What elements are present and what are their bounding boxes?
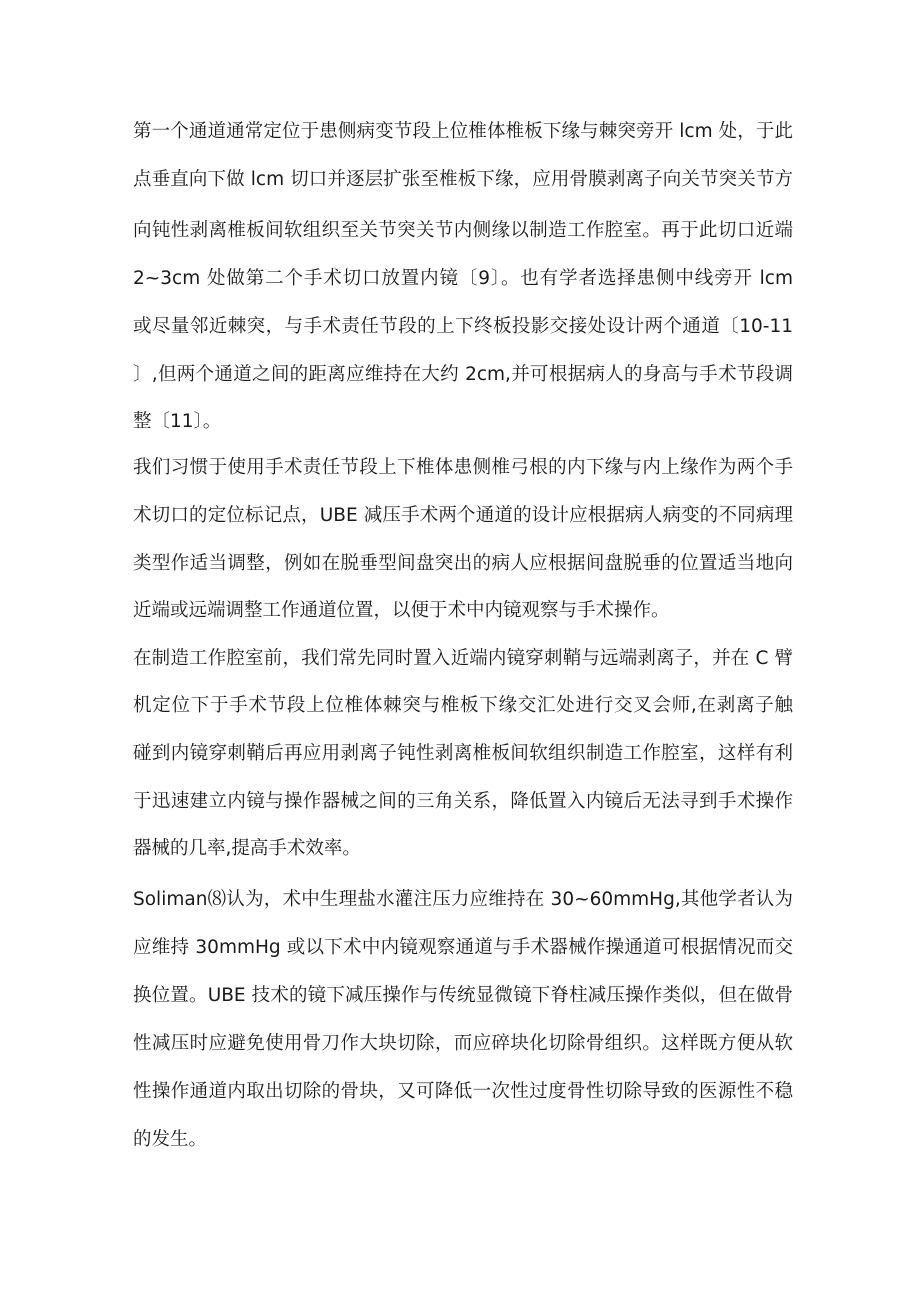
paragraph-2-line-3: 类型作适当调整，例如在脱垂型间盘突出的病人应根据间盘脱垂的位置适当地向 [133,553,793,574]
paragraph-1-line-2: 点垂直向下做 lcm 切口并逐层扩张至椎板下缘，应用骨膜剥离子向关节突关节方 [133,169,793,190]
paragraph-1-line-7: 整〔11〕。 [133,411,222,432]
paragraph-3-line-1: 在制造工作腔室前，我们常先同时置入近端内镜穿刺鞘与远端剥离子，并在 C 臂 [133,648,793,669]
paragraph-4-line-3: 换位置。UBE 技术的镜下减压操作与传统显微镜下脊柱减压操作类似，但在做骨 [133,985,793,1006]
paragraph-4-line-2: 应维持 30mmHg 或以下术中内镜观察通道与手术器械作操通道可根据情况而交 [133,937,793,958]
paragraph-3-line-4: 于迅速建立内镜与操作器械之间的三角关系，降低置入内镜后无法寻到手术操作 [133,791,793,812]
paragraph-1-line-4: 2~3cm 处做第二个手术切口放置内镜〔9〕。也有学者选择患侧中线旁开 lcm [133,268,793,289]
paragraph-1-line-6: 〕,但两个通道之间的距离应维持在大约 2cm,并可根据病人的身高与手术节段调 [133,364,793,385]
paragraph-1-line-5: 或尽量邻近棘突，与手术责任节段的上下终板投影交接处设计两个通道〔10-11 [133,316,793,337]
paragraph-3-line-3: 碰到内镜穿刺鞘后再应用剥离子钝性剥离椎板间软组织制造工作腔室，这样有利 [133,743,793,764]
paragraph-3-line-5: 器械的几率,提高手术效率。 [133,838,361,859]
paragraph-1-line-1: 第一个通道通常定位于患侧病变节段上位椎体椎板下缘与棘突旁开 lcm 处，于此 [133,121,793,142]
paragraph-4-line-1: Soliman⑻认为，术中生理盐水灌注压力应维持在 30~60mmHg,其他学者认为 [133,889,793,910]
paragraph-4-line-6: 的发生。 [133,1129,208,1150]
paragraph-2-line-2: 术切口的定位标记点，UBE 减压手术两个通道的设计应根据病人病变的不同病理 [133,505,793,526]
paragraph-4-line-4: 性减压时应避免使用骨刀作大块切除，而应碎块化切除骨组织。这样既方便从软 [133,1033,793,1054]
paragraph-3-line-2: 机定位下于手术节段上位椎体棘突与椎板下缘交汇处进行交叉会师,在剥离子触 [133,695,793,716]
paragraph-2-line-1: 我们习惯于使用手术责任节段上下椎体患侧椎弓根的内下缘与内上缘作为两个手 [133,457,793,478]
paragraph-1-line-3: 向钝性剥离椎板间软组织至关节突关节内侧缘以制造工作腔室。再于此切口近端 [133,220,793,241]
paragraph-4-line-5: 性操作通道内取出切除的骨块，又可降低一次性过度骨性切除导致的医源性不稳 [133,1081,793,1102]
paragraph-2-line-4: 近端或远端调整工作通道位置，以便于术中内镜观察与手术操作。 [133,600,670,621]
